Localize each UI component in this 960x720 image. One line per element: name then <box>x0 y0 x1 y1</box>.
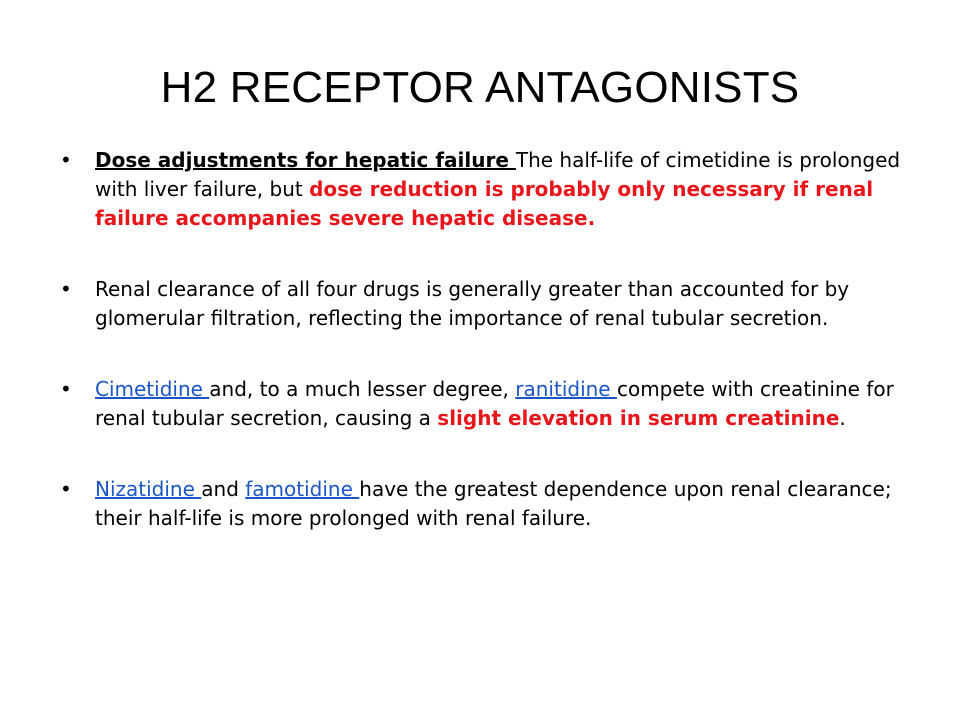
bullet-list <box>58 146 918 533</box>
bullet-text-end: . <box>839 406 846 430</box>
link-cimetidine[interactable]: Cimetidine <box>95 377 210 401</box>
link-nizatidine[interactable]: Nizatidine <box>95 477 202 501</box>
bullet-heading: Dose adjustments for hepatic failure <box>95 148 516 172</box>
link-ranitidine[interactable]: ranitidine <box>515 377 617 401</box>
bullet-marker: • <box>60 377 72 401</box>
bullet-cimetidine-ranitidine <box>58 375 918 433</box>
bullet-text: Renal clearance of all four drugs is generally greater than accounted for by glomerular filtration, reflecting the importance of renal tubular secretion. <box>95 277 850 330</box>
bullet-marker: • <box>60 477 72 501</box>
bullet-text: compete with creatinine for renal tubular secretion, causing a <box>95 377 894 430</box>
bullet-text: The half-life of cimetidine is prolonged with liver failure, but <box>95 148 901 201</box>
bullet-nizatidine-famotidine <box>58 475 918 533</box>
bullet-text: and, to a much lesser degree, <box>209 377 516 401</box>
bullet-emphasis: dose reduction is probably only necessary if renal failure accompanies severe hepatic disease. <box>95 177 874 230</box>
bullet-hepatic-failure <box>58 146 918 233</box>
bullet-text: and <box>201 477 246 501</box>
slide-title: H2 RECEPTOR ANTAGONISTS <box>160 63 800 112</box>
bullet-marker: • <box>60 277 72 301</box>
bullet-emphasis: slight elevation in serum creatinine <box>437 406 840 430</box>
bullet-text: have the greatest dependence upon renal clearance; their half-life is more prolonged with renal failure. <box>95 477 892 530</box>
bullet-marker: • <box>60 148 72 172</box>
link-famotidine[interactable]: famotidine <box>245 477 360 501</box>
bullet-renal-clearance <box>58 275 918 333</box>
